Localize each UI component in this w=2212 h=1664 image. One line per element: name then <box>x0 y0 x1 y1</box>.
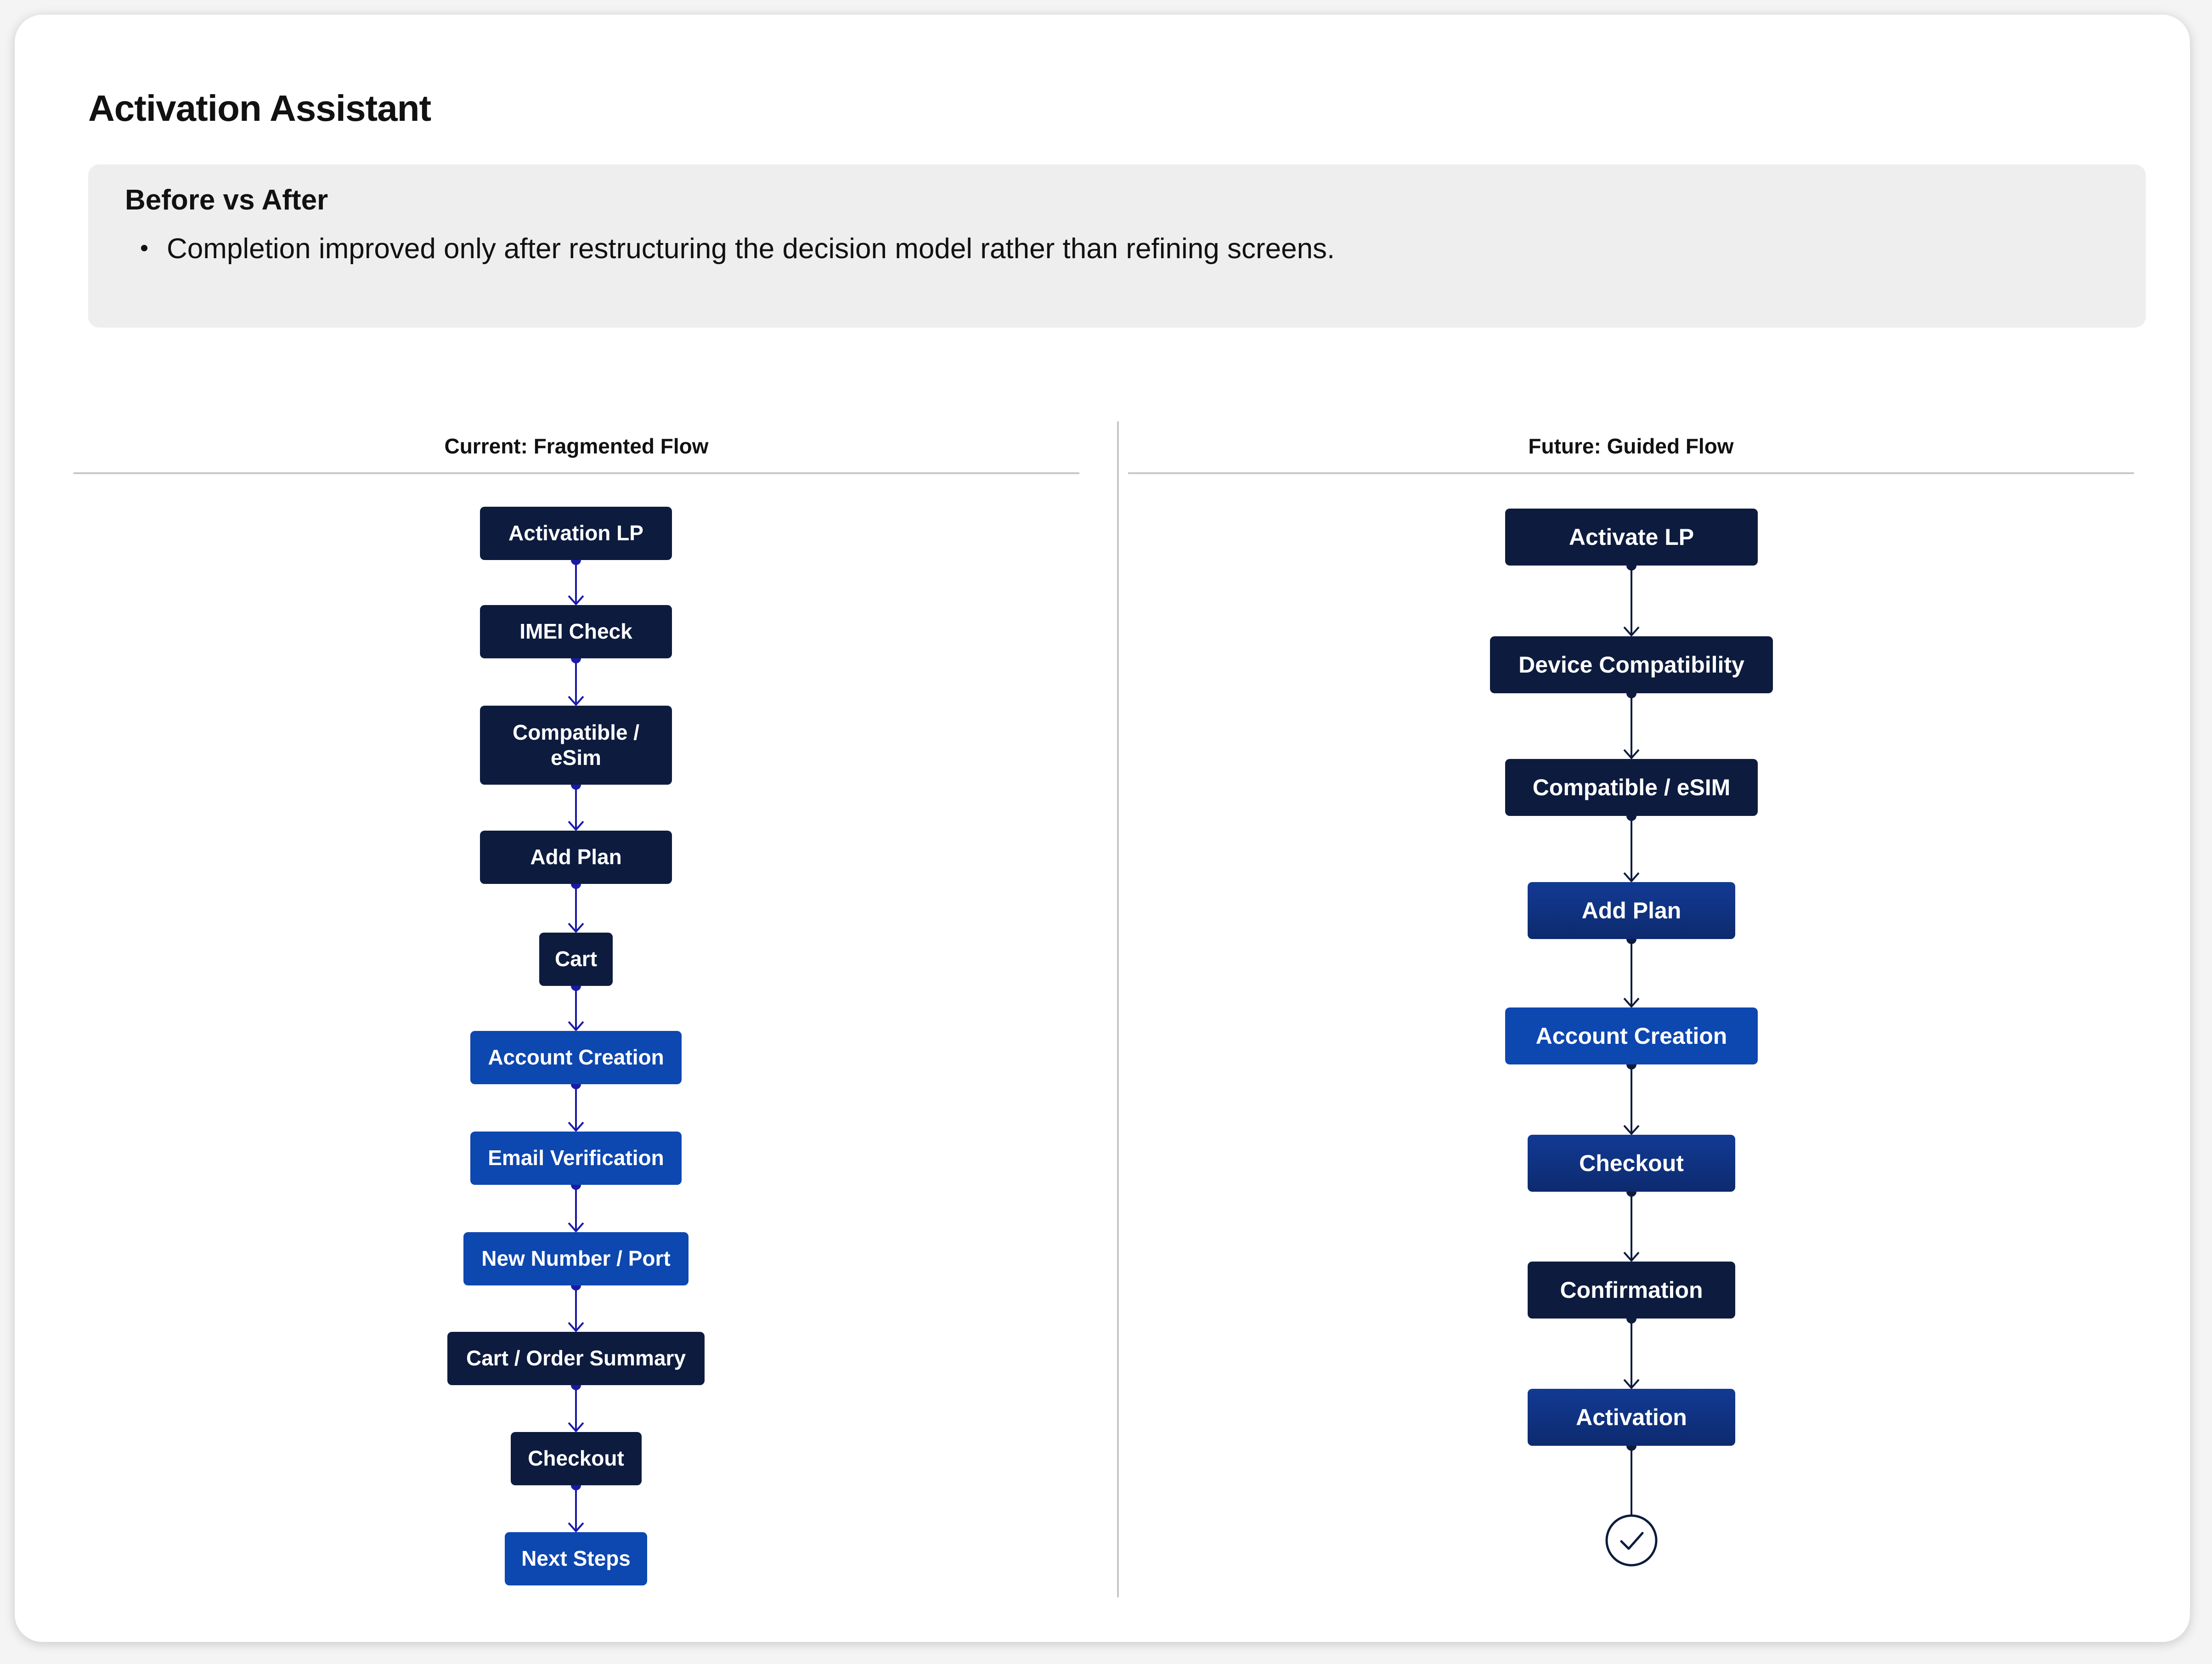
current-step-label: IMEI Check <box>519 619 632 644</box>
future-step-confirmation <box>1528 1262 1735 1319</box>
future-step-device-compatibility <box>1490 636 1773 693</box>
current-step-label: New Number / Port <box>481 1246 671 1271</box>
current-step-label: Account Creation <box>488 1045 664 1070</box>
current-step-label: Compatible / eSim <box>512 720 640 770</box>
callout-title: Before vs After <box>125 184 328 216</box>
activation-assistant-card <box>15 15 2190 1642</box>
future-step-add-plan <box>1528 882 1735 939</box>
current-step-label: Checkout <box>528 1446 624 1471</box>
current-step-compatible-esim <box>480 706 672 785</box>
check-circle-icon <box>1607 1516 1656 1565</box>
future-step-label: Activate LP <box>1569 524 1694 550</box>
current-step-next-steps <box>505 1532 647 1585</box>
future-step-account-creation <box>1505 1007 1758 1064</box>
future-step-label: Add Plan <box>1581 898 1682 923</box>
future-flow-heading: Future: Guided Flow <box>1528 434 1734 458</box>
future-step-label: Activation <box>1576 1404 1687 1430</box>
current-step-label: Email Verification <box>488 1146 664 1170</box>
current-step-account-creation <box>470 1031 682 1084</box>
future-step-activation <box>1528 1389 1735 1446</box>
current-step-new-number-port <box>463 1232 688 1285</box>
future-step-label: Account Creation <box>1535 1023 1727 1049</box>
page-title: Activation Assistant <box>88 88 431 129</box>
future-step-label: Confirmation <box>1560 1277 1703 1303</box>
current-step-add-plan <box>480 831 672 884</box>
current-flow-heading: Current: Fragmented Flow <box>444 434 709 458</box>
current-step-activation-lp <box>480 507 672 560</box>
current-step-label: Activation LP <box>508 521 643 545</box>
callout-bullet-text: Completion improved only after restructuring the decision model rather than refining screens. <box>167 233 1335 265</box>
current-step-label: Cart <box>554 947 598 971</box>
current-step-cart <box>539 933 613 986</box>
current-step-imei-check <box>480 605 672 658</box>
future-step-label: Checkout <box>1579 1150 1684 1176</box>
future-step-checkout <box>1528 1135 1735 1192</box>
current-step-checkout <box>511 1432 642 1485</box>
future-step-label: Device Compatibility <box>1518 652 1744 678</box>
future-step-activate-lp <box>1505 509 1758 566</box>
flow-connectors <box>15 15 2190 1642</box>
current-step-label: Next Steps <box>521 1546 631 1571</box>
future-step-compatible-esim <box>1505 759 1758 816</box>
current-step-cart-order-summary <box>447 1332 705 1385</box>
current-step-label: Cart / Order Summary <box>466 1346 686 1370</box>
current-step-label: Add Plan <box>530 845 622 869</box>
future-step-label: Compatible / eSIM <box>1532 775 1731 800</box>
current-step-email-verification <box>470 1132 682 1185</box>
